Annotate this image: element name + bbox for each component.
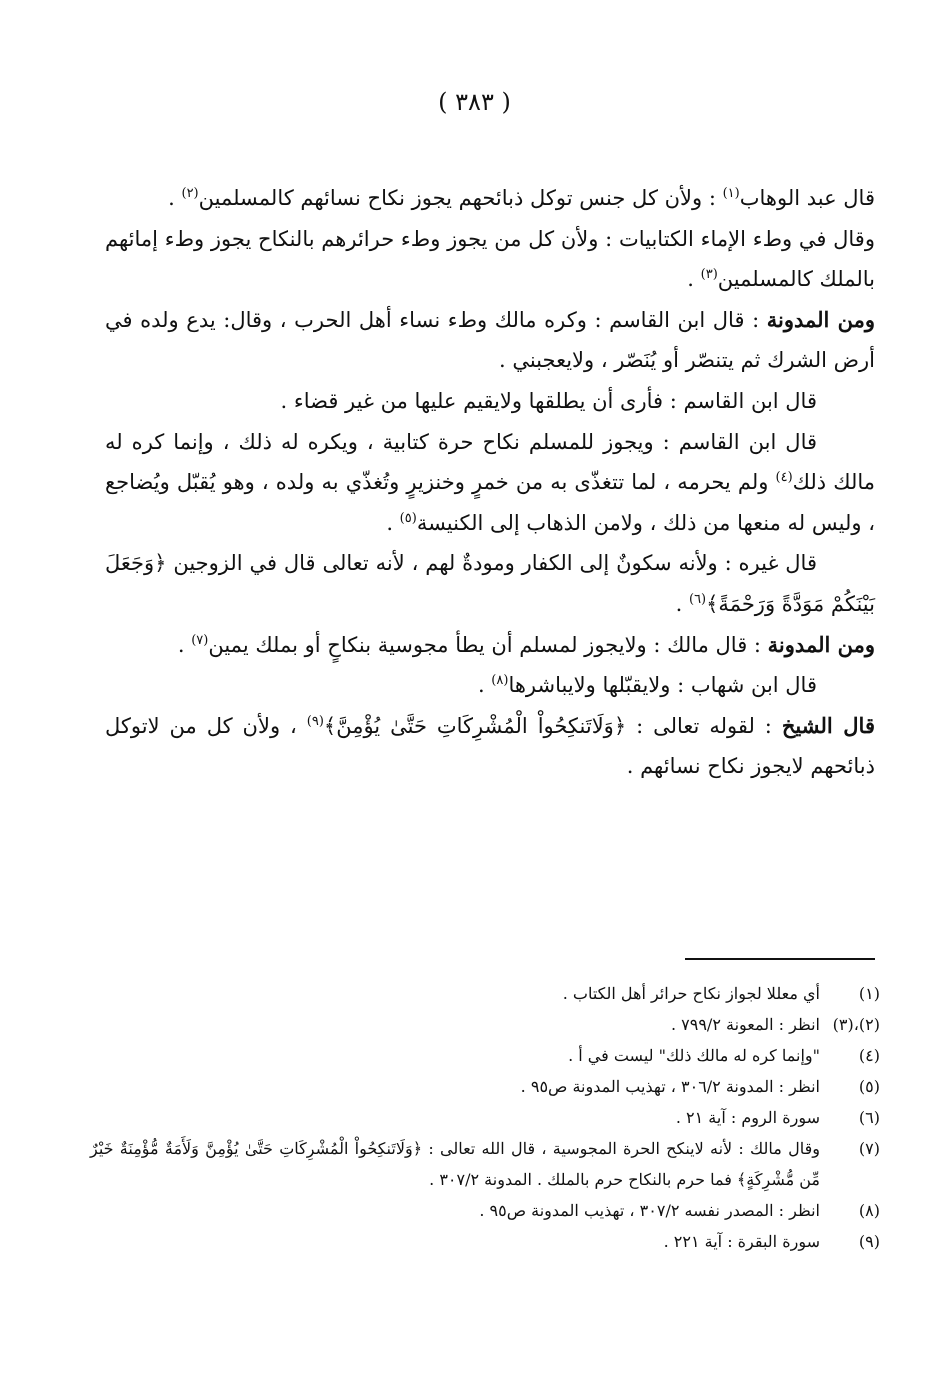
footnote-number: (٨) <box>858 1201 880 1220</box>
footnote-text: وقال مالك : لأنه لاينكح الحرة المجوسية ، قال الله تعالى : ﴿وَلَاتَنكِحُواْ الْمُشْرِكَاتِ حَتَّىٰ يُؤْمِنَّ وَلَأَمَةٌ مُّؤْمِنَةٌ خَيْرٌ مِّن مُّشْرِكَةٍ﴾ فما حرم بالنكاح حرم بالملك . المدونة ٣٠٧/٢ . <box>90 1139 820 1189</box>
paragraph-rest: . <box>687 267 701 292</box>
paragraph <box>105 625 875 666</box>
paragraph <box>105 178 875 219</box>
footnote-number: (١) <box>858 984 880 1003</box>
footnotes-section <box>90 978 880 1257</box>
paragraph <box>105 219 875 300</box>
footnote-text: انظر : المصدر نفسه ٣٠٧/٢ ، تهذيب المدونة ص٩٥ . <box>479 1201 820 1220</box>
footnote <box>90 1040 880 1071</box>
footnote <box>90 1071 880 1102</box>
paragraph <box>105 300 875 381</box>
footnote-text: سورة الروم : آية ٢١ . <box>675 1108 820 1127</box>
footnote-ref: (٨) <box>491 673 509 689</box>
paragraph-rest: . <box>675 591 689 616</box>
footnote-number: (٧) <box>858 1139 880 1158</box>
paragraph <box>105 381 875 422</box>
footnote-text: "وإنما كره له مالك ذلك" ليست في أ . <box>568 1046 820 1065</box>
paragraph-text: : لقوله تعالى : ﴿وَلَاتَنكِحُواْ الْمُشْرِكَاتِ حَتَّىٰ يُؤْمِنَّ﴾ <box>323 713 782 738</box>
paragraph-tail: . <box>168 186 182 210</box>
paragraph-lead: ومن المدونة <box>766 306 875 332</box>
paragraph <box>105 543 875 624</box>
paragraph-rest: . <box>477 673 492 698</box>
footnote-text: أي معللا لجواز نكاح حرائر أهل الكتاب . <box>562 984 820 1003</box>
footnote <box>90 1102 880 1133</box>
footnote-number: (٢)،(٣) <box>832 1015 880 1034</box>
footnote <box>90 1133 880 1195</box>
footnote-ref: (٢) <box>181 186 199 201</box>
paragraph-text: قال عبد الوهاب <box>739 186 875 210</box>
paragraph-lead: قال الشيخ <box>781 712 875 738</box>
paragraph-text: : قال مالك : ولايجوز لمسلم أن يطأ مجوسية بنكاحٍ أو بملك يمين <box>208 632 768 657</box>
footnote <box>90 978 880 1009</box>
footnote-ref: (٣) <box>700 267 718 283</box>
paragraph <box>105 706 875 787</box>
paragraph-text: قال غيره : ولأنه سكونٌ إلى الكفار ومودةٌ لهم ، لأنه تعالى قال في الزوجين ﴿وَجَعَلَ بَيْنَكُمْ مَوَدَّةً وَرَحْمَةً﴾ <box>105 551 875 616</box>
footnote <box>90 1009 880 1040</box>
paragraph-tail: . <box>386 510 400 535</box>
footnote-ref: (٤) <box>775 470 793 486</box>
footnote-text: سورة البقرة : آية ٢٢١ . <box>663 1232 820 1251</box>
page-number: ( ٣٨٣ ) <box>438 88 511 116</box>
footnote-separator <box>685 958 875 960</box>
footnote-number: (٩) <box>858 1232 880 1251</box>
footnote-ref: (٩) <box>306 713 324 729</box>
paragraph-text: قال ابن القاسم : فأرى أن يطلقها ولايقيم عليها من غير قضاء . <box>280 388 817 413</box>
main-text-body <box>105 178 875 787</box>
footnote-number: (٥) <box>858 1077 880 1096</box>
footnote-text: انظر : المعونة ٧٩٩/٢ . <box>670 1015 820 1034</box>
footnote-text: انظر : المدونة ٣٠٦/٢ ، تهذيب المدونة ص٩٥ . <box>520 1077 820 1096</box>
paragraph-rest: ولم يحرمه ، لما تتغذّى به من خمرٍ وخنزيرٍ وتُغذّي به ولده ، وهو يُقبّل ويُضاجع ، وليس له منعها من ذلك ، ولامن الذهاب إلى الكنيسة <box>105 470 875 535</box>
paragraph-text: وقال في وطء الإماء الكتابيات : ولأن كل من يجوز وطء حرائرهم بالنكاح يجوز وطء إمائهم بالملك كالمسلمين <box>105 226 875 292</box>
footnote-number: (٤) <box>858 1046 880 1065</box>
footnote-ref: (٦) <box>688 591 707 607</box>
paragraph-text: قال ابن شهاب : ولايقبّلها ولايباشرها <box>508 673 817 698</box>
footnote-number: (٦) <box>858 1108 880 1127</box>
paragraph-lead: ومن المدونة <box>767 631 875 657</box>
footnote-ref: (١) <box>722 186 740 201</box>
paragraph-rest: . <box>177 632 192 657</box>
footnote <box>90 1226 880 1257</box>
paragraph-rest: : ولأن كل جنس توكل ذبائحهم يجوز نكاح نسائهم كالمسلمين <box>198 186 723 210</box>
paragraph-text: : قال ابن القاسم : وكره مالك وطء نساء أهل الحرب ، وقال: يدع ولده في أرض الشرك ثم يتنصّر أو يُنَصّر ، ولايعجبني . <box>105 307 875 373</box>
footnote <box>90 1195 880 1226</box>
footnote-ref: (٥) <box>399 510 417 526</box>
paragraph-rest: ، ولأن كل من لاتوكل ذبائحهم لايجوز نكاح نسائهم . <box>105 713 875 779</box>
paragraph <box>105 422 875 544</box>
paragraph-text: قال ابن القاسم : ويجوز للمسلم نكاح حرة كتابية ، ويكره له ذلك ، وإنما كره له مالك ذلك <box>105 429 875 495</box>
paragraph <box>105 665 875 706</box>
footnote-ref: (٧) <box>191 632 209 648</box>
